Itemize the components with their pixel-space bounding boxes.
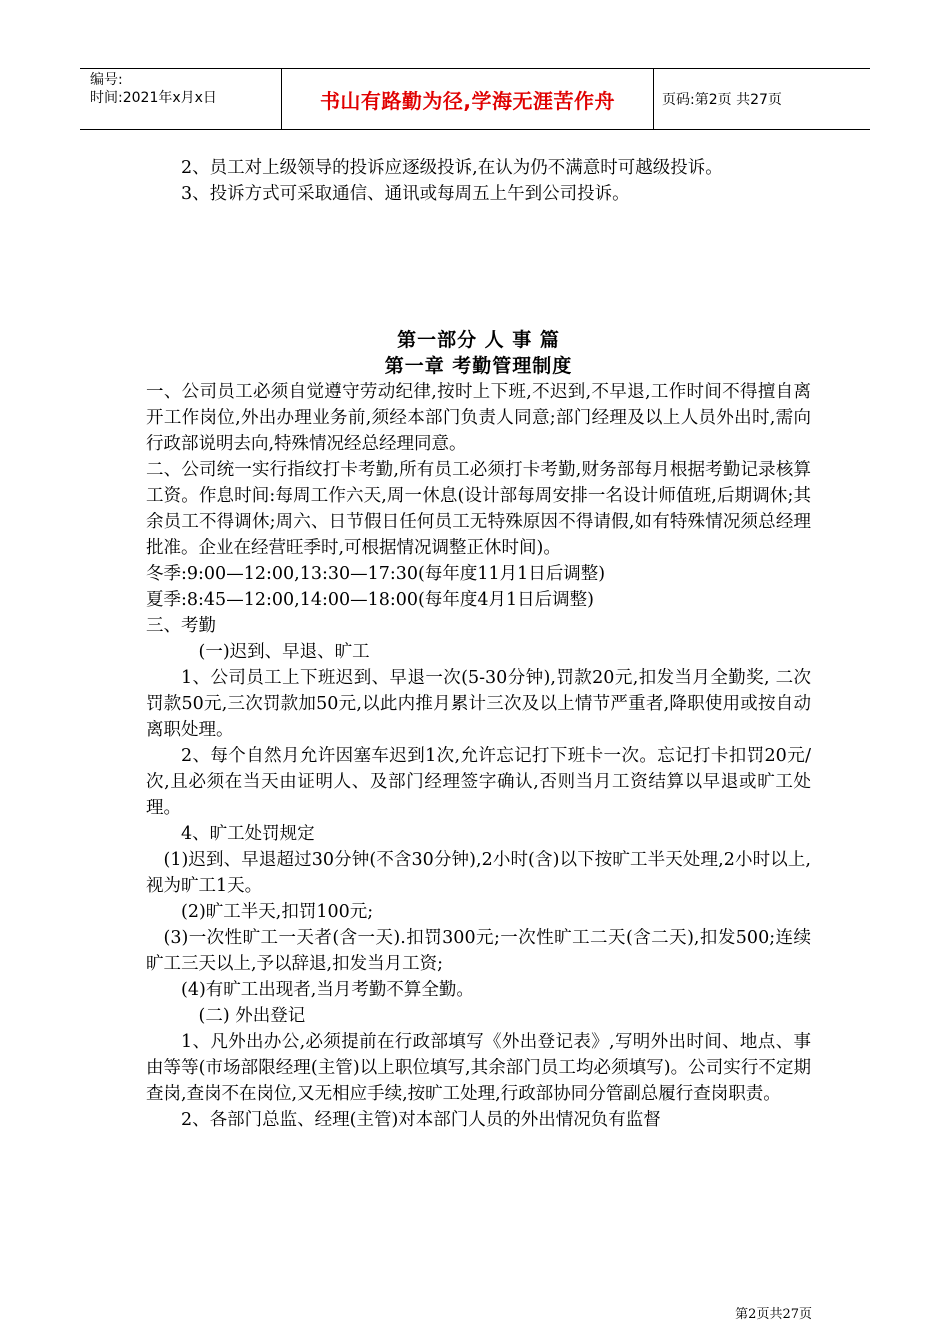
rule-item: (4)有旷工出现者,当月考勤不算全勤。 bbox=[181, 980, 474, 1000]
section-paragraph: 一、公司员工必须自觉遵守劳动纪律,按时上下班,不迟到,不早退,工作时间不得擅自离开工作岗位,外出办理业务前,须经本部门负责人同意;部门经理及以上人员外出时,需向行政部说明去向,特殊情况经总经理同意。 bbox=[146, 382, 811, 454]
summer-hours: 夏季:8:45—12:00,14:00—18:00(每年度4月1日后调整) bbox=[146, 590, 594, 610]
page-footer: 第2页共27页 bbox=[735, 1307, 812, 1322]
number-label: 编号: bbox=[90, 72, 123, 88]
header-page-label: 页码:第2页 共27页 bbox=[662, 92, 782, 108]
header-meta bbox=[80, 69, 282, 129]
paragraph: 3、投诉方式可采取通信、通讯或每周五上午到公司投诉。 bbox=[181, 184, 630, 204]
rule-paragraph: 4、旷工处罚规定 bbox=[181, 824, 315, 844]
winter-hours: 冬季:9:00—12:00,13:30—17:30(每年度11月1日后调整) bbox=[146, 564, 606, 584]
subsection-heading: (二) 外出登记 bbox=[198, 1006, 306, 1026]
rule-paragraph: 2、各部门总监、经理(主管)对本部门人员的外出情况负有监督 bbox=[181, 1110, 661, 1130]
section-paragraph: 二、公司统一实行指纹打卡考勤,所有员工必须打卡考勤,财务部每月根据考勤记录核算工资。作息时间:每周工作六天,周一休息(设计部每周安排一名设计师值班,后期调休;其余员工不得调休;周六、日节假日任何员工无特殊原因不得请假,如有特殊情况须总经理批准。企业在经营旺季时,可根据情况调整正休时间)。 bbox=[146, 460, 811, 558]
page-header bbox=[80, 68, 870, 130]
section-heading: 三、考勤 bbox=[146, 616, 216, 636]
rule-item: (1)迟到、早退超过30分钟(不含30分钟),2小时(含)以下按旷工半天处理,2小时以上,视为旷工1天。 bbox=[146, 850, 811, 896]
rule-paragraph: 1、凡外出办公,必须提前在行政部填写《外出登记表》,写明外出时间、地点、事由等等(市场部限经理(主管)以上职位填写,其余部门员工均必须填写)。公司实行不定期查岗,查岗不在岗位,又无相应手续,按旷工处理,行政部协同分管副总履行查岗职责。 bbox=[146, 1032, 811, 1104]
part-title: 第一部分 人 事 篇 bbox=[397, 329, 560, 351]
rule-item: (2)旷工半天,扣罚100元; bbox=[181, 902, 374, 922]
subsection-heading: (一)迟到、早退、旷工 bbox=[198, 642, 370, 662]
rule-paragraph: 2、每个自然月允许因塞车迟到1次,允许忘记打下班卡一次。忘记打卡扣罚20元/次,且必须在当天由证明人、及部门经理签字确认,否则当月工资结算以早退或旷工处理。 bbox=[146, 746, 811, 818]
header-motto: 书山有路勤为径,学海无涯苦作舟 bbox=[282, 69, 654, 129]
rule-paragraph: 1、公司员工上下班迟到、早退一次(5-30分钟),罚款20元,扣发当月全勤奖, 二次罚款50元,三次罚款加50元,以此内推月累计三次及以上情节严重者,降职使用或按自动离职处理。 bbox=[146, 668, 811, 740]
document-body bbox=[146, 155, 811, 1133]
chapter-title: 第一章 考勤管理制度 bbox=[384, 355, 573, 377]
time-label: 时间:2021年x月x日 bbox=[90, 90, 217, 106]
header-page bbox=[654, 69, 870, 129]
rule-item: (3)一次性旷工一天者(含一天).扣罚300元;一次性旷工二天(含二天),扣发500;连续旷工三天以上,予以辞退,扣发当月工资; bbox=[146, 928, 811, 974]
spacer bbox=[146, 207, 811, 327]
paragraph: 2、员工对上级领导的投诉应逐级投诉,在认为仍不满意时可越级投诉。 bbox=[181, 158, 723, 178]
